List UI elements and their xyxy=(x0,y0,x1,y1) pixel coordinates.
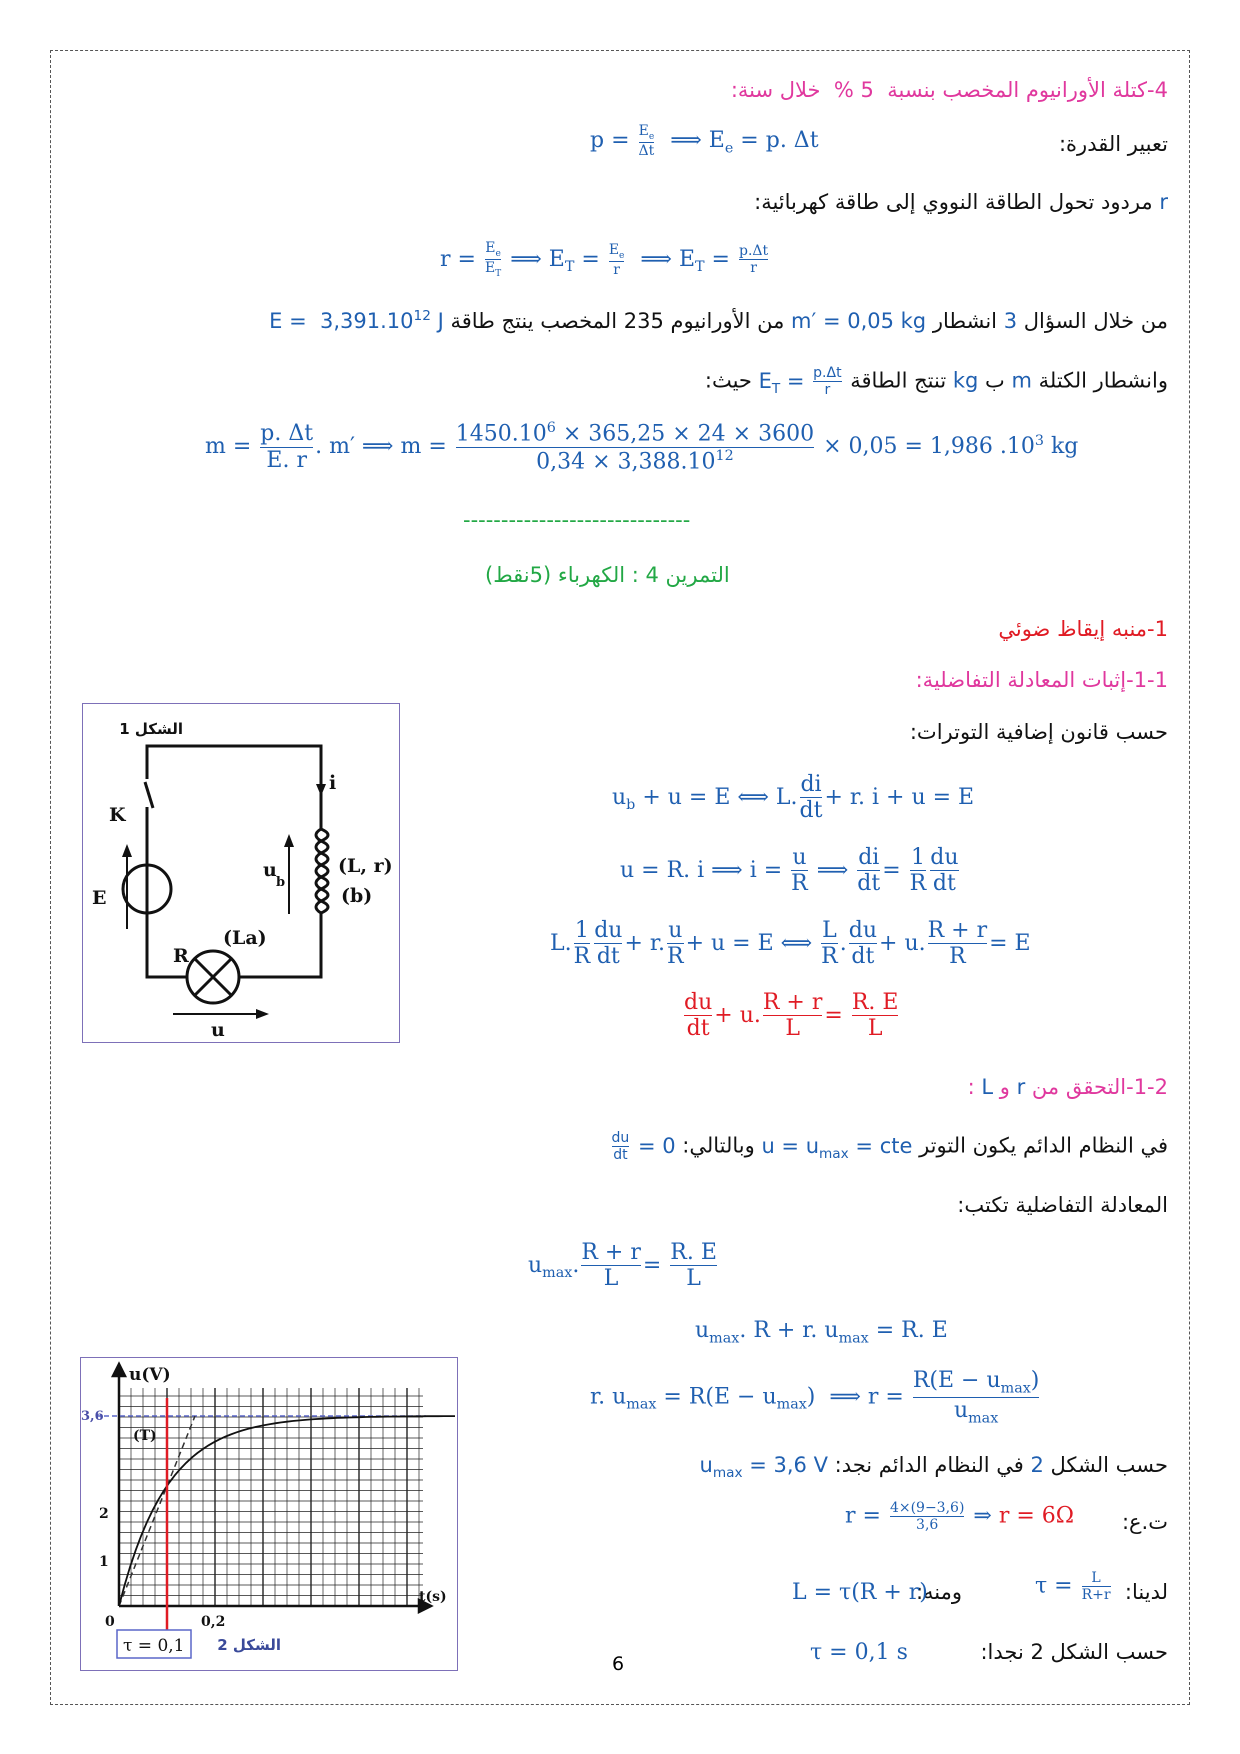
label-i: i xyxy=(329,772,337,794)
label-u: u xyxy=(211,1019,225,1041)
equation-6: $u_{max}$. R + r. $u_{max} = R$. E xyxy=(695,1318,948,1347)
numeric-equation: r = $\frac{4\times(9-3,6)}{3,6}$ ⇒ r = 6Ω xyxy=(845,1500,1075,1534)
separator: ------------------------------ xyxy=(463,508,691,532)
fig2-tau-label: حسب الشكل 2 نجدا: xyxy=(980,1640,1168,1664)
page-number: 6 xyxy=(612,1653,625,1675)
part1-heading: 1-منبه إيقاظ ضوئي xyxy=(998,617,1168,641)
label-Lr: (L, r) xyxy=(338,855,393,877)
label-b: (b) xyxy=(341,885,373,907)
numeric-label: ت.ع: xyxy=(1121,1510,1168,1534)
equation-1: $u_b + u = E$ ⟺ L. $\frac{di}{dt}$ + r. i + u = E xyxy=(612,772,975,824)
exercise-title: التمرين 4 : الكهرباء (5نقط) xyxy=(485,563,730,587)
q12-heading: 1-2-التحقق من r و L : xyxy=(967,1075,1168,1099)
yield-definition: r مردود تحول الطاقة النووي إلى طاقة كهربائية: xyxy=(754,190,1168,214)
x-tick-02: 0,2 xyxy=(201,1614,226,1630)
tau-definition: τ = $\frac{L}{R+r}$ xyxy=(1035,1570,1111,1604)
label-ub: u xyxy=(263,859,277,881)
label-La: (La) xyxy=(223,927,267,949)
written-label: المعادلة التفاضلية تكتب: xyxy=(957,1193,1168,1217)
label-R: R xyxy=(173,945,189,967)
yield-equation: r = $\frac{E_e}{E_T}$ ⟹ $E_T$ = $\frac{E_e}{r}$ ⟹ $E_T$ = $\frac{p.\Delta t}{r}$ xyxy=(440,240,769,280)
differential-equation: $\frac{du}{dt}$ + u. $\frac{R + r}{L}$ = $\frac{R. E}{L}$ xyxy=(684,990,899,1042)
point-T-label: (T) xyxy=(133,1428,157,1444)
equation-5: $u_{max}$. $\frac{R + r}{L}$ = $\frac{R. E}{L}$ xyxy=(528,1240,717,1292)
figure-1-circuit xyxy=(82,703,400,1043)
hence-label: ومنه: xyxy=(915,1580,962,1604)
y-axis-label: u(V) xyxy=(129,1365,171,1385)
q11-heading: 1-1-إثبات المعادلة التفاضلية: xyxy=(915,668,1168,692)
y-tick-2: 2 xyxy=(99,1506,109,1522)
label-K: K xyxy=(109,804,126,826)
voltage-law: حسب قانون إضافية التوترات: xyxy=(909,720,1168,744)
tau-value: τ = 0,1 s xyxy=(810,1640,908,1665)
circuit-diagram xyxy=(83,704,399,1042)
figure-2-graph xyxy=(80,1357,458,1671)
steady-state-line: في النظام الدائم يكون التوتر $u = u_{max}$ = cte وبالتالي: $\frac{du}{dt}$ = 0 xyxy=(611,1130,1168,1164)
power-label: تعبير القدرة: xyxy=(1058,132,1168,156)
x-tick-0: 0 xyxy=(105,1614,115,1630)
question3-line: من خلال السؤال 3 انشطار m′ = 0,05 kg من الأورانيوم 235 المخصب ينتج طاقة E = 3,391.10$^{12}$ J xyxy=(269,308,1168,333)
label-ub-sub: b xyxy=(276,875,286,890)
equation-7: r. $u_{max} = R(E - u_{max})$ ⟹ r = $\frac{R(E - u_{max})}{u_{max}}$ xyxy=(590,1368,1040,1427)
equation-2: u = R. i ⟹ i = $\frac{u}{R}$ ⟹ $\frac{di}{dt}$ = $\frac{1}{R}$ $\frac{du}{dt}$ xyxy=(620,845,959,897)
tau-box: τ = 0,1 xyxy=(123,1636,185,1656)
L-equation: L = τ(R + r) xyxy=(792,1580,928,1605)
equation-3: L. $\frac{1}{R}$ $\frac{du}{dt}$ + r. $\frac{u}{R}$ + u = E ⟺ $\frac{L}{R}$ . $\frac{du}{dt}$ + u. $\frac{R + r}{R}$ = E xyxy=(550,918,1031,970)
power-equation: p = $\frac{E_e}{\Delta t}$ ⟹ $E_e = p$. Δt xyxy=(590,123,819,160)
x-axis-label: t(s) xyxy=(419,1589,447,1605)
tangent-line xyxy=(119,1416,195,1606)
figure-1-title: الشكل 1 xyxy=(119,720,183,738)
fig2-umax-line: حسب الشكل 2 في النظام الدائم نجد: $u_{max} = 3,6$ V xyxy=(699,1453,1168,1482)
u-t-chart xyxy=(81,1358,457,1670)
mass-line: وانشطار الكتلة m ب kg تنتج الطاقة $E_T$ = $\frac{p.\Delta t}{r}$ حيث: xyxy=(704,365,1168,399)
label-E: E xyxy=(92,887,107,909)
y-tick-umax: 3,6 xyxy=(81,1409,104,1424)
figure-2-title: الشكل 2 xyxy=(217,1636,281,1654)
mass-equation: m = $\frac{p. \Delta t}{E. r}$ . m′ ⟹ m = $\frac{1450.10^6 \times 365,25 \times 24 \times 3600}{0,34 \times 3,388.10^{12}}$ × 0,05 = 1,986 $.10^3$ kg xyxy=(205,420,1079,474)
have-label: لدينا: xyxy=(1124,1580,1168,1604)
y-tick-1: 1 xyxy=(99,1554,109,1570)
section-heading: 4-كتلة الأورانيوم المخصب بنسبة % 5 خلال سنة: xyxy=(730,78,1168,102)
